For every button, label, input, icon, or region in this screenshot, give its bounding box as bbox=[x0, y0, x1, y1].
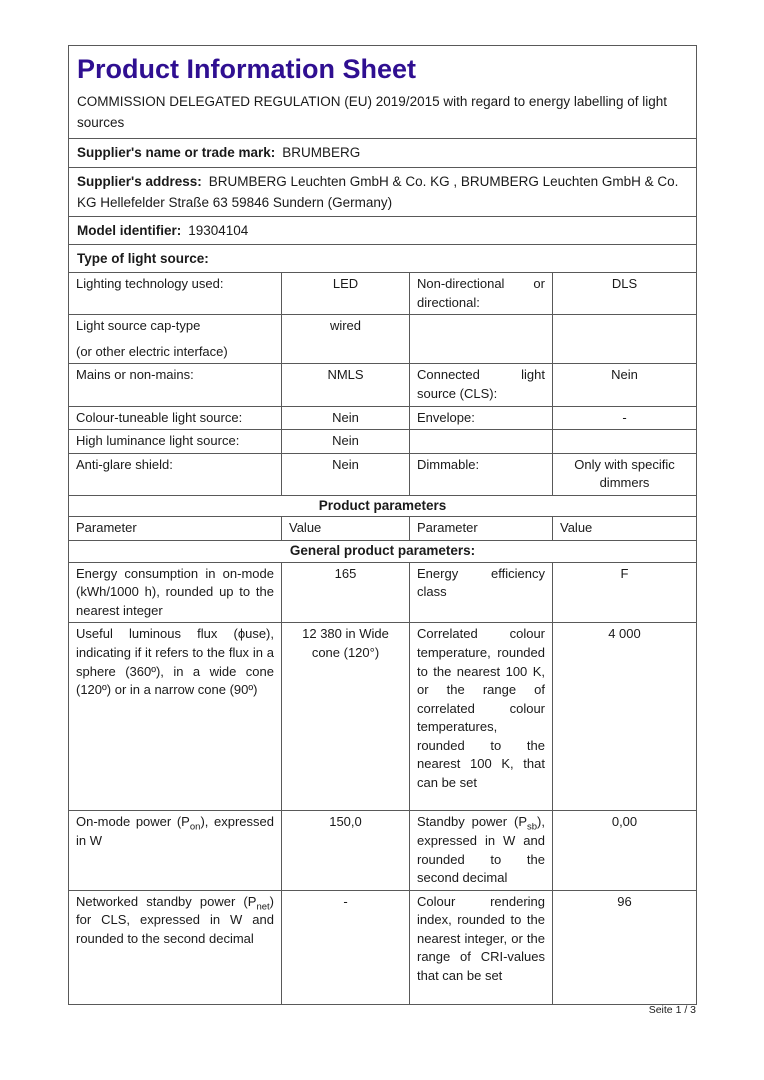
value-connected-light-source: Nein bbox=[553, 364, 697, 406]
label-dimmable: Dimmable: bbox=[410, 453, 553, 495]
value-dimmable bbox=[553, 453, 697, 495]
row-lighting-technology bbox=[69, 273, 697, 315]
row-networked-standby-power bbox=[69, 890, 697, 1004]
value-energy-consumption: 165 bbox=[282, 562, 410, 623]
value-empty bbox=[553, 315, 697, 364]
supplier-address-cell bbox=[69, 168, 697, 217]
row-type-of-light-source bbox=[69, 245, 697, 273]
row-model-identifier bbox=[69, 217, 697, 245]
label-anti-glare: Anti-glare shield: bbox=[69, 453, 282, 495]
row-energy-consumption bbox=[69, 562, 697, 623]
label-empty bbox=[410, 315, 553, 364]
value-non-directional: DLS bbox=[553, 273, 697, 315]
value-high-luminance: Nein bbox=[282, 430, 410, 454]
row-general-parameters-banner bbox=[69, 540, 697, 562]
row-useful-luminous-flux bbox=[69, 623, 697, 811]
value-mains: NMLS bbox=[282, 364, 410, 406]
label-networked-standby-power: Networked standby power $(P_{net})$ for CLS, expressed in W and rounded to the second decimal bbox=[69, 890, 282, 1004]
label-colour-rendering-index: Colour rendering index, rounded to the nearest integer, or the range of CRI-values that can be set bbox=[410, 890, 553, 1004]
value-envelope: - bbox=[553, 406, 697, 430]
value-empty bbox=[553, 430, 697, 454]
label-useful-luminous-flux: Useful luminous flux (ϕuse), indicating if it refers to the flux in a sphere (360º), in a wide cone (120º) or in a narrow cone (90º) bbox=[69, 623, 282, 811]
row-anti-glare bbox=[69, 453, 697, 495]
model-identifier-value: 19304104 bbox=[188, 223, 249, 238]
row-supplier-name bbox=[69, 139, 697, 168]
value-colour-tuneable: Nein bbox=[282, 406, 410, 430]
header-value-right: Value bbox=[553, 516, 697, 540]
label-mains: Mains or non-mains: bbox=[69, 364, 282, 406]
label-empty bbox=[410, 430, 553, 454]
row-cap-type bbox=[69, 315, 697, 364]
row-mains bbox=[69, 364, 697, 406]
label-standby-power: Standby power $(P_{sb})$, expressed in W and rounded to the second decimal bbox=[410, 811, 553, 890]
general-parameters-banner: General product parameters: bbox=[69, 540, 697, 562]
value-standby-power: 0,00 bbox=[553, 811, 697, 890]
value-cap-type: wired bbox=[282, 315, 410, 364]
supplier-name-value: BRUMBERG bbox=[282, 145, 361, 160]
value-networked-standby-power: - bbox=[282, 890, 410, 1004]
value-colour-rendering-index: 96 bbox=[553, 890, 697, 1004]
row-header bbox=[69, 46, 697, 139]
label-energy-consumption: Energy consumption in on-mode (kWh/1000 h), rounded up to the nearest integer bbox=[69, 562, 282, 623]
row-high-luminance bbox=[69, 430, 697, 454]
label-cap-type bbox=[69, 315, 282, 364]
row-on-mode-power bbox=[69, 811, 697, 890]
page-number: Seite 1 / 3 bbox=[648, 1004, 696, 1016]
supplier-address-value: BRUMBERG Leuchten GmbH & Co. KG , BRUMBERG Leuchten GmbH & Co. KG Hellefelder Straße 63 59846 Sundern (Germany) bbox=[77, 174, 679, 210]
dimmable-value-text: Only with specific dimmers bbox=[574, 456, 675, 491]
model-identifier-cell bbox=[69, 217, 697, 245]
cap-type-line1: Light source cap-type bbox=[76, 318, 201, 334]
value-anti-glare: Nein bbox=[282, 453, 410, 495]
type-of-light-source-label: Type of light source: bbox=[77, 251, 209, 266]
value-lighting-technology: LED bbox=[282, 273, 410, 315]
type-of-light-source-cell bbox=[69, 245, 697, 273]
supplier-address-label: Supplier's address: bbox=[77, 174, 202, 189]
supplier-name-cell bbox=[69, 139, 697, 168]
value-on-mode-power: 150,0 bbox=[282, 811, 410, 890]
label-on-mode-power: On-mode power $(P_{on})$, expressed in W bbox=[69, 811, 282, 890]
label-lighting-technology: Lighting technology used: bbox=[69, 273, 282, 315]
cap-type-line2: (or other electric interface) bbox=[76, 343, 228, 359]
header-cell bbox=[69, 46, 697, 139]
row-colour-tuneable bbox=[69, 406, 697, 430]
label-correlated-colour-temperature: Correlated colour temperature, rounded to the nearest 100 K, or the range of correlated colour temperatures, rounded to the nearest 100 K, that can be set bbox=[410, 623, 553, 811]
product-parameters-banner: Product parameters bbox=[69, 495, 697, 516]
label-connected-light-source: Connected light source (CLS): bbox=[410, 364, 553, 406]
header-parameter-left: Parameter bbox=[69, 516, 282, 540]
row-product-parameters-banner bbox=[69, 495, 697, 516]
supplier-name-label: Supplier's name or trade mark: bbox=[77, 145, 276, 160]
value-useful-luminous-flux: 12 380 in Wide cone (120°) bbox=[282, 623, 410, 811]
label-high-luminance: High luminance light source: bbox=[69, 430, 282, 454]
regulation-subtitle: COMMISSION DELEGATED REGULATION (EU) 2019/2015 with regard to energy labelling of light sources bbox=[77, 94, 667, 130]
value-correlated-colour-temperature: 4 000 bbox=[553, 623, 697, 811]
page-title: Product Information Sheet bbox=[77, 54, 417, 84]
label-non-directional: Non-directional or directional: bbox=[410, 273, 553, 315]
header-parameter-right: Parameter bbox=[410, 516, 553, 540]
header-value-left: Value bbox=[282, 516, 410, 540]
product-information-table bbox=[68, 45, 697, 1005]
row-supplier-address bbox=[69, 168, 697, 217]
model-identifier-label: Model identifier: bbox=[77, 223, 182, 238]
label-envelope: Envelope: bbox=[410, 406, 553, 430]
value-energy-efficiency-class: F bbox=[553, 562, 697, 623]
label-energy-efficiency-class: Energy efficiency class bbox=[410, 562, 553, 623]
row-parameter-header bbox=[69, 516, 697, 540]
label-colour-tuneable: Colour-tuneable light source: bbox=[69, 406, 282, 430]
